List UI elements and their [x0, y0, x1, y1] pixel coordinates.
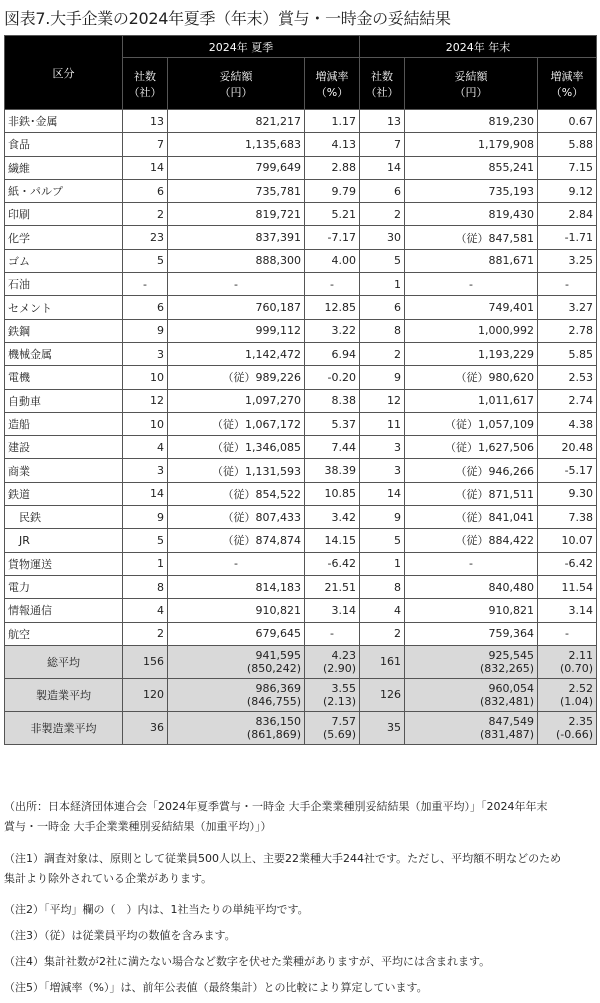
cell-w-n: 3	[360, 459, 405, 482]
cell-s-n: 23	[123, 226, 168, 249]
avg-cell-s-rate: 4.23 (2.90)	[305, 645, 360, 678]
cell-w-amt: （従）1,627,506	[405, 436, 538, 459]
row-category: 貨物運送	[5, 552, 123, 575]
cell-s-amt: 1,135,683	[168, 133, 305, 156]
cell-s-rate: -0.20	[305, 366, 360, 389]
row-category: 建設	[5, 436, 123, 459]
avg-cell-s-rate: 3.55 (2.13)	[305, 678, 360, 711]
cell-s-rate: 21.51	[305, 575, 360, 598]
cell-w-n: 2	[360, 342, 405, 365]
cell-s-amt: 888,300	[168, 249, 305, 272]
avg-cell-s-amt: 941,595 (850,242)	[168, 645, 305, 678]
cell-s-n: 5	[123, 249, 168, 272]
table-row	[5, 575, 597, 598]
cell-s-amt: 679,645	[168, 622, 305, 645]
cell-s-n: 1	[123, 552, 168, 575]
table-row	[5, 273, 597, 296]
cell-w-amt: （従）980,620	[405, 366, 538, 389]
row-category: 電力	[5, 575, 123, 598]
cell-w-n: 9	[360, 506, 405, 529]
cell-w-n: 30	[360, 226, 405, 249]
header-winter-amount: 妥結額 （円）	[405, 58, 538, 110]
cell-w-amt: 1,011,617	[405, 389, 538, 412]
table-row	[5, 156, 597, 179]
cell-w-rate: 3.27	[538, 296, 597, 319]
row-category: 鉄鋼	[5, 319, 123, 342]
note-3: （注3）（従）は従業員平均の数値を含みます。	[4, 929, 236, 942]
cell-w-amt: 1,179,908	[405, 133, 538, 156]
header-winter-rate: 増減率 （%）	[538, 58, 597, 110]
cell-s-amt: （従）807,433	[168, 506, 305, 529]
avg-cell-w-n: 161	[360, 645, 405, 678]
cell-s-amt: 1,142,472	[168, 342, 305, 365]
cell-w-rate: 2.53	[538, 366, 597, 389]
row-category: 造船	[5, 412, 123, 435]
cell-w-n: 14	[360, 156, 405, 179]
cell-w-rate: 2.84	[538, 203, 597, 226]
cell-w-rate: -5.17	[538, 459, 597, 482]
cell-s-amt: （従）854,522	[168, 482, 305, 505]
cell-s-rate: 4.00	[305, 249, 360, 272]
cell-s-rate: 5.37	[305, 412, 360, 435]
cell-w-n: 6	[360, 296, 405, 319]
row-category: 石油	[5, 273, 123, 296]
row-category: 自動車	[5, 389, 123, 412]
cell-s-rate: -	[305, 622, 360, 645]
page-title: 図表7.大手企業の2024年夏季（年末）賞与・一時金の妥結結果	[4, 9, 451, 28]
cell-s-amt: （従）1,131,593	[168, 459, 305, 482]
avg-cell-s-n: 120	[123, 678, 168, 711]
avg-cell-w-amt: 960,054 (832,481)	[405, 678, 538, 711]
cell-w-amt: -	[405, 552, 538, 575]
row-category: 繊維	[5, 156, 123, 179]
cell-w-rate: -	[538, 622, 597, 645]
cell-w-n: 1	[360, 273, 405, 296]
cell-s-amt: （従）1,346,085	[168, 436, 305, 459]
bonus-table	[4, 35, 597, 745]
avg-cell-s-rate: 7.57 (5.69)	[305, 711, 360, 744]
cell-w-amt: -	[405, 273, 538, 296]
row-category: 食品	[5, 133, 123, 156]
note-2: （注2）「平均」欄の（ ）内は、1社当たりの単純平均です。	[4, 903, 309, 916]
avg-cell-s-amt: 986,369 (846,755)	[168, 678, 305, 711]
cell-s-n: 2	[123, 622, 168, 645]
row-category: 紙・パルプ	[5, 179, 123, 202]
table-row	[5, 342, 597, 365]
cell-w-amt: （従）847,581	[405, 226, 538, 249]
header-winter: 2024年 年末	[360, 36, 597, 58]
header-category: 区分	[5, 36, 123, 110]
cell-s-rate: 12.85	[305, 296, 360, 319]
cell-w-n: 11	[360, 412, 405, 435]
cell-w-rate: 9.30	[538, 482, 597, 505]
table-row	[5, 459, 597, 482]
cell-s-n: 9	[123, 506, 168, 529]
average-row	[5, 645, 597, 678]
avg-cell-w-n: 35	[360, 711, 405, 744]
cell-w-rate: 9.12	[538, 179, 597, 202]
table-row	[5, 249, 597, 272]
cell-s-amt: （従）874,874	[168, 529, 305, 552]
cell-w-n: 14	[360, 482, 405, 505]
table-row	[5, 179, 597, 202]
row-category: 非鉄･金属	[5, 110, 123, 133]
cell-w-rate: -1.71	[538, 226, 597, 249]
avg-cell-name: 非製造業平均	[5, 711, 123, 744]
note-4: （注4）集計社数が2社に満たない場合など数字を伏せた業種がありますが、平均には含まれます。	[4, 955, 491, 968]
cell-s-n: 5	[123, 529, 168, 552]
row-category: 商業	[5, 459, 123, 482]
cell-s-amt: 819,721	[168, 203, 305, 226]
cell-s-rate: -6.42	[305, 552, 360, 575]
cell-w-n: 4	[360, 599, 405, 622]
cell-w-n: 5	[360, 249, 405, 272]
cell-w-rate: 2.78	[538, 319, 597, 342]
table-row	[5, 529, 597, 552]
avg-cell-w-amt: 925,545 (832,265)	[405, 645, 538, 678]
cell-w-rate: 11.54	[538, 575, 597, 598]
cell-w-rate: 5.88	[538, 133, 597, 156]
cell-w-rate: 3.25	[538, 249, 597, 272]
cell-w-rate: 20.48	[538, 436, 597, 459]
table-row	[5, 203, 597, 226]
table-row	[5, 506, 597, 529]
cell-s-rate: 1.17	[305, 110, 360, 133]
cell-w-amt: 819,430	[405, 203, 538, 226]
avg-cell-name: 製造業平均	[5, 678, 123, 711]
table-row	[5, 296, 597, 319]
row-category: 機械金属	[5, 342, 123, 365]
cell-s-n: 12	[123, 389, 168, 412]
row-category: セメント	[5, 296, 123, 319]
avg-cell-w-n: 126	[360, 678, 405, 711]
avg-cell-w-amt: 847,549 (831,487)	[405, 711, 538, 744]
cell-s-amt: 910,821	[168, 599, 305, 622]
cell-w-amt: （従）946,266	[405, 459, 538, 482]
avg-cell-s-n: 36	[123, 711, 168, 744]
row-category: 民鉄	[5, 506, 123, 529]
row-category: 化学	[5, 226, 123, 249]
cell-w-amt: 759,364	[405, 622, 538, 645]
row-category: ゴム	[5, 249, 123, 272]
cell-w-amt: 840,480	[405, 575, 538, 598]
cell-w-rate: 0.67	[538, 110, 597, 133]
cell-w-rate: 10.07	[538, 529, 597, 552]
table-row	[5, 482, 597, 505]
table-row	[5, 366, 597, 389]
cell-w-rate: 7.15	[538, 156, 597, 179]
cell-s-rate: 3.42	[305, 506, 360, 529]
cell-s-n: 14	[123, 156, 168, 179]
table-row	[5, 389, 597, 412]
average-row	[5, 678, 597, 711]
cell-w-rate: 3.14	[538, 599, 597, 622]
cell-w-n: 13	[360, 110, 405, 133]
cell-w-amt: 881,671	[405, 249, 538, 272]
header-winter-companies: 社数 （社）	[360, 58, 405, 110]
cell-s-n: 9	[123, 319, 168, 342]
cell-s-amt: 1,097,270	[168, 389, 305, 412]
row-category: JR	[5, 529, 123, 552]
average-row	[5, 711, 597, 744]
cell-s-n: 3	[123, 342, 168, 365]
table-row	[5, 133, 597, 156]
cell-w-rate: 4.38	[538, 412, 597, 435]
cell-s-n: 7	[123, 133, 168, 156]
table-row	[5, 622, 597, 645]
cell-s-amt: 837,391	[168, 226, 305, 249]
cell-w-n: 1	[360, 552, 405, 575]
avg-cell-w-rate: 2.11 (0.70)	[538, 645, 597, 678]
row-category: 鉄道	[5, 482, 123, 505]
cell-w-amt: （従）871,511	[405, 482, 538, 505]
cell-s-n: -	[123, 273, 168, 296]
cell-w-amt: 735,193	[405, 179, 538, 202]
row-category: 航空	[5, 622, 123, 645]
table-row	[5, 436, 597, 459]
cell-s-n: 4	[123, 436, 168, 459]
cell-w-rate: 5.85	[538, 342, 597, 365]
table-row	[5, 552, 597, 575]
cell-w-amt: （従）1,057,109	[405, 412, 538, 435]
cell-w-amt: 749,401	[405, 296, 538, 319]
cell-s-rate: -	[305, 273, 360, 296]
cell-w-amt: 910,821	[405, 599, 538, 622]
cell-s-rate: 4.13	[305, 133, 360, 156]
cell-w-rate: 7.38	[538, 506, 597, 529]
cell-w-amt: （従）884,422	[405, 529, 538, 552]
cell-s-n: 8	[123, 575, 168, 598]
cell-w-amt: 1,000,992	[405, 319, 538, 342]
cell-s-rate: 2.88	[305, 156, 360, 179]
cell-s-amt: -	[168, 552, 305, 575]
cell-s-amt: 814,183	[168, 575, 305, 598]
cell-s-n: 3	[123, 459, 168, 482]
table-row	[5, 319, 597, 342]
cell-w-n: 2	[360, 203, 405, 226]
table-row	[5, 412, 597, 435]
cell-s-amt: 760,187	[168, 296, 305, 319]
row-category: 印刷	[5, 203, 123, 226]
cell-w-rate: -6.42	[538, 552, 597, 575]
cell-w-rate: -	[538, 273, 597, 296]
cell-s-amt: -	[168, 273, 305, 296]
cell-s-rate: 3.14	[305, 599, 360, 622]
cell-s-n: 14	[123, 482, 168, 505]
note-1: （注1）調査対象は、原則として従業員500人以上、主要22業種大手244社です。ただし、平均額不明などのため 集計より除外されている企業があります。	[4, 852, 562, 885]
cell-s-amt: （従）989,226	[168, 366, 305, 389]
avg-cell-s-amt: 836,150 (861,869)	[168, 711, 305, 744]
cell-s-rate: 14.15	[305, 529, 360, 552]
row-category: 情報通信	[5, 599, 123, 622]
avg-cell-w-rate: 2.52 (1.04)	[538, 678, 597, 711]
cell-s-rate: 10.85	[305, 482, 360, 505]
header-summer-amount: 妥結額 （円）	[168, 58, 305, 110]
cell-s-n: 10	[123, 366, 168, 389]
cell-s-amt: 999,112	[168, 319, 305, 342]
cell-s-rate: 5.21	[305, 203, 360, 226]
cell-s-n: 6	[123, 179, 168, 202]
cell-s-n: 6	[123, 296, 168, 319]
cell-s-rate: -7.17	[305, 226, 360, 249]
table-row	[5, 110, 597, 133]
table-row	[5, 226, 597, 249]
cell-s-rate: 38.39	[305, 459, 360, 482]
note-5: （注5）「増減率（%）」は、前年公表値（最終集計）との比較により算定しています。	[4, 981, 428, 994]
cell-w-amt: 855,241	[405, 156, 538, 179]
cell-s-rate: 3.22	[305, 319, 360, 342]
avg-cell-name: 総平均	[5, 645, 123, 678]
cell-s-rate: 7.44	[305, 436, 360, 459]
cell-s-n: 10	[123, 412, 168, 435]
cell-w-n: 3	[360, 436, 405, 459]
cell-s-n: 13	[123, 110, 168, 133]
cell-w-amt: 819,230	[405, 110, 538, 133]
cell-s-rate: 9.79	[305, 179, 360, 202]
cell-w-n: 9	[360, 366, 405, 389]
cell-w-n: 8	[360, 575, 405, 598]
cell-s-amt: 735,781	[168, 179, 305, 202]
header-summer-rate: 増減率 （%）	[305, 58, 360, 110]
avg-cell-w-rate: 2.35 (-0.66)	[538, 711, 597, 744]
cell-s-amt: 799,649	[168, 156, 305, 179]
cell-w-n: 2	[360, 622, 405, 645]
cell-s-rate: 8.38	[305, 389, 360, 412]
cell-s-n: 4	[123, 599, 168, 622]
source-note: （出所：日本経済団体連合会「2024年夏季賞与・一時金 大手企業業種別妥結結果（加重平均）」「2024年年末 賞与・一時金 大手企業業種別妥結結果（加重平均）」）	[4, 800, 548, 833]
cell-w-n: 7	[360, 133, 405, 156]
cell-s-n: 2	[123, 203, 168, 226]
cell-s-amt: （従）1,067,172	[168, 412, 305, 435]
cell-s-rate: 6.94	[305, 342, 360, 365]
cell-w-amt: （従）841,041	[405, 506, 538, 529]
avg-cell-s-n: 156	[123, 645, 168, 678]
cell-w-n: 8	[360, 319, 405, 342]
header-summer: 2024年 夏季	[123, 36, 360, 58]
cell-s-amt: 821,217	[168, 110, 305, 133]
cell-w-n: 5	[360, 529, 405, 552]
row-category: 電機	[5, 366, 123, 389]
cell-w-n: 12	[360, 389, 405, 412]
cell-w-amt: 1,193,229	[405, 342, 538, 365]
table-row	[5, 599, 597, 622]
cell-w-n: 6	[360, 179, 405, 202]
header-summer-companies: 社数 （社）	[123, 58, 168, 110]
cell-w-rate: 2.74	[538, 389, 597, 412]
